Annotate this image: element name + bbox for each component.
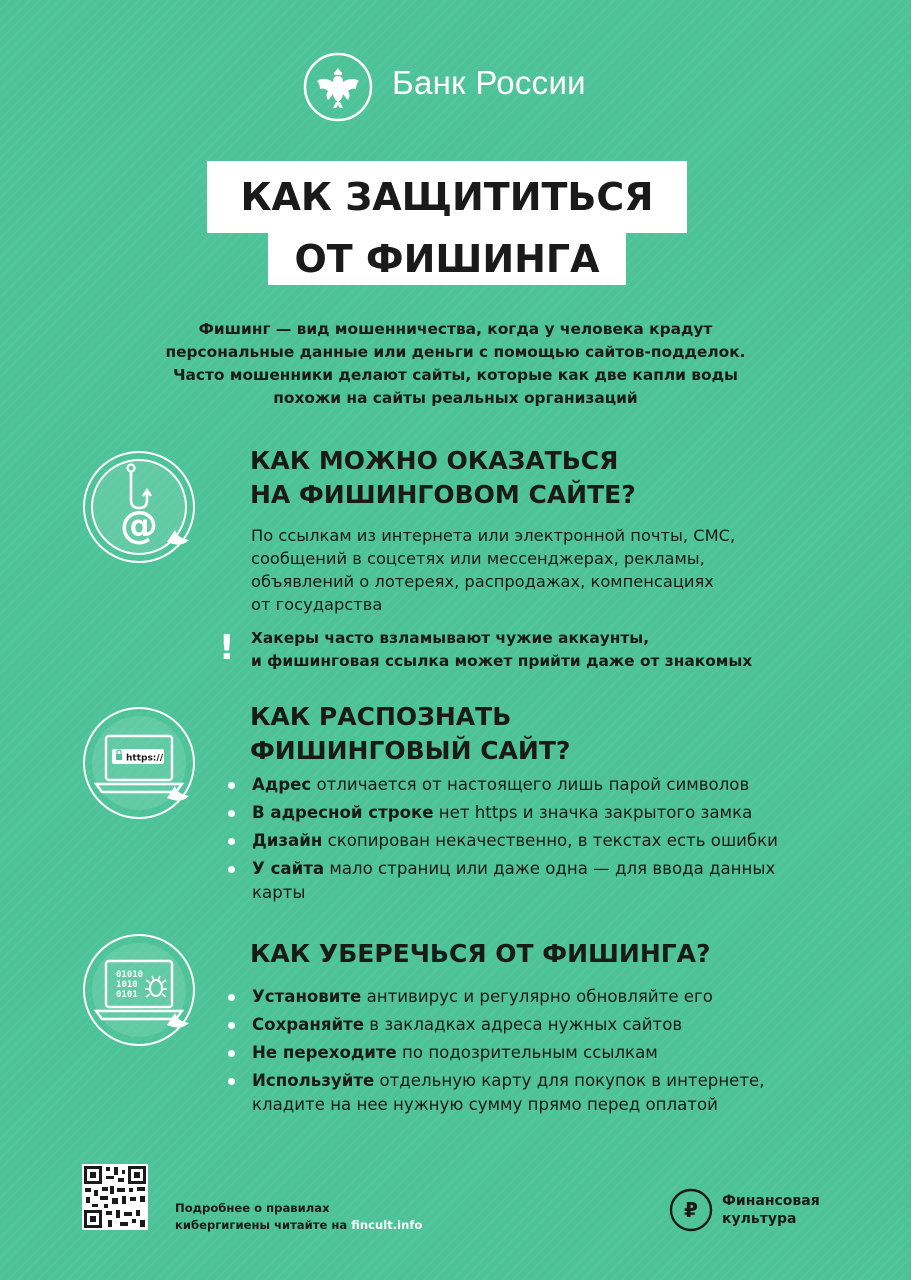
heading-line: КАК РАСПОЗНАТЬ [250, 702, 512, 731]
page-title-line-1: КАК ЗАЩИТИТЬСЯ [207, 161, 687, 233]
section-1-heading [250, 444, 636, 512]
brand-name: Банк России [392, 64, 586, 101]
bank-of-russia-emblem-icon [303, 52, 373, 122]
financial-culture-text [722, 1192, 820, 1228]
footer-text [175, 1200, 422, 1234]
binary-line: 01010 [116, 970, 144, 980]
heading-line: ФИШИНГОВЫЙ САЙТ? [250, 736, 571, 765]
warning-line: Хакеры часто взламывают чужие аккаунты, [251, 629, 650, 647]
section-2-heading [250, 700, 570, 768]
intro-line: персональные данные или деньги с помощью сайтов-подделок. [165, 343, 746, 361]
qr-code[interactable] [82, 1164, 148, 1230]
fincult-link[interactable]: fincult.info [351, 1218, 423, 1232]
list-item: Сохраняйте в закладках адреса нужных сайтов [228, 1013, 828, 1037]
laptop-binary-bug-icon [82, 933, 196, 1047]
section-1-text [251, 524, 735, 616]
ruble-symbol: ₽ [684, 1198, 698, 1222]
laptop-https-icon [82, 706, 196, 820]
heading-line: КАК УБЕРЕЧЬСЯ ОТ ФИШИНГА? [250, 939, 711, 968]
https-icon-text: https:// [126, 753, 163, 764]
list-item: У сайта мало страниц или даже одна — для ввода данных карты [228, 857, 812, 905]
list-item: Установите антивирус и регулярно обновляйте его [228, 985, 828, 1009]
intro-line: Фишинг — вид мошенничества, когда у человека крадут [198, 320, 713, 338]
fin-line: культура [722, 1211, 797, 1227]
footer-line: Подробнее о правилах [175, 1201, 330, 1215]
text-line: сообщений в соцсетях или мессенджерах, рекламы, [251, 549, 705, 568]
binary-line: 0101 [116, 990, 138, 1000]
intro-text [100, 318, 811, 410]
financial-culture-logo-icon [668, 1187, 714, 1233]
section-1-warning [251, 627, 752, 673]
phishing-hook-at-icon [82, 450, 196, 564]
list-item: Используйте отдельную карту для покупок в интернете, кладите на нее нужную сумму прямо перед оплатой [228, 1069, 812, 1117]
text-line: от государства [251, 595, 383, 614]
section-2-list [228, 773, 828, 909]
section-3-heading [250, 937, 711, 971]
section-3-list [228, 985, 828, 1121]
intro-line: похожи на сайты реальных организаций [273, 389, 638, 407]
fin-line: Финансовая [722, 1193, 820, 1209]
list-item: Не переходите по подозрительным ссылкам [228, 1041, 828, 1065]
exclamation-icon: ! [219, 628, 235, 668]
list-item: Адрес отличается от настоящего лишь парой символов [228, 773, 828, 797]
footer-line: кибергигиены читайте на fincult.info [175, 1218, 423, 1232]
warning-line: и фишинговая ссылка может прийти даже от знакомых [251, 652, 753, 670]
text-line: объявлений о лотереях, распродажах, компенсациях [251, 572, 714, 591]
binary-line: 1010 [116, 980, 138, 990]
intro-line: Часто мошенники делают сайты, которые как две капли воды [173, 366, 738, 384]
text-line: По ссылкам из интернета или электронной почты, СМС, [251, 526, 736, 545]
svg-text:@: @ [120, 503, 158, 547]
heading-line: НА ФИШИНГОВОМ САЙТЕ? [250, 480, 636, 509]
page-title-line-2: ОТ ФИШИНГА [268, 233, 626, 285]
list-item: Дизайн скопирован некачественно, в текстах есть ошибки [228, 829, 828, 853]
list-item: В адресной строке нет https и значка закрытого замка [228, 801, 828, 825]
heading-line: КАК МОЖНО ОКАЗАТЬСЯ [250, 446, 619, 475]
